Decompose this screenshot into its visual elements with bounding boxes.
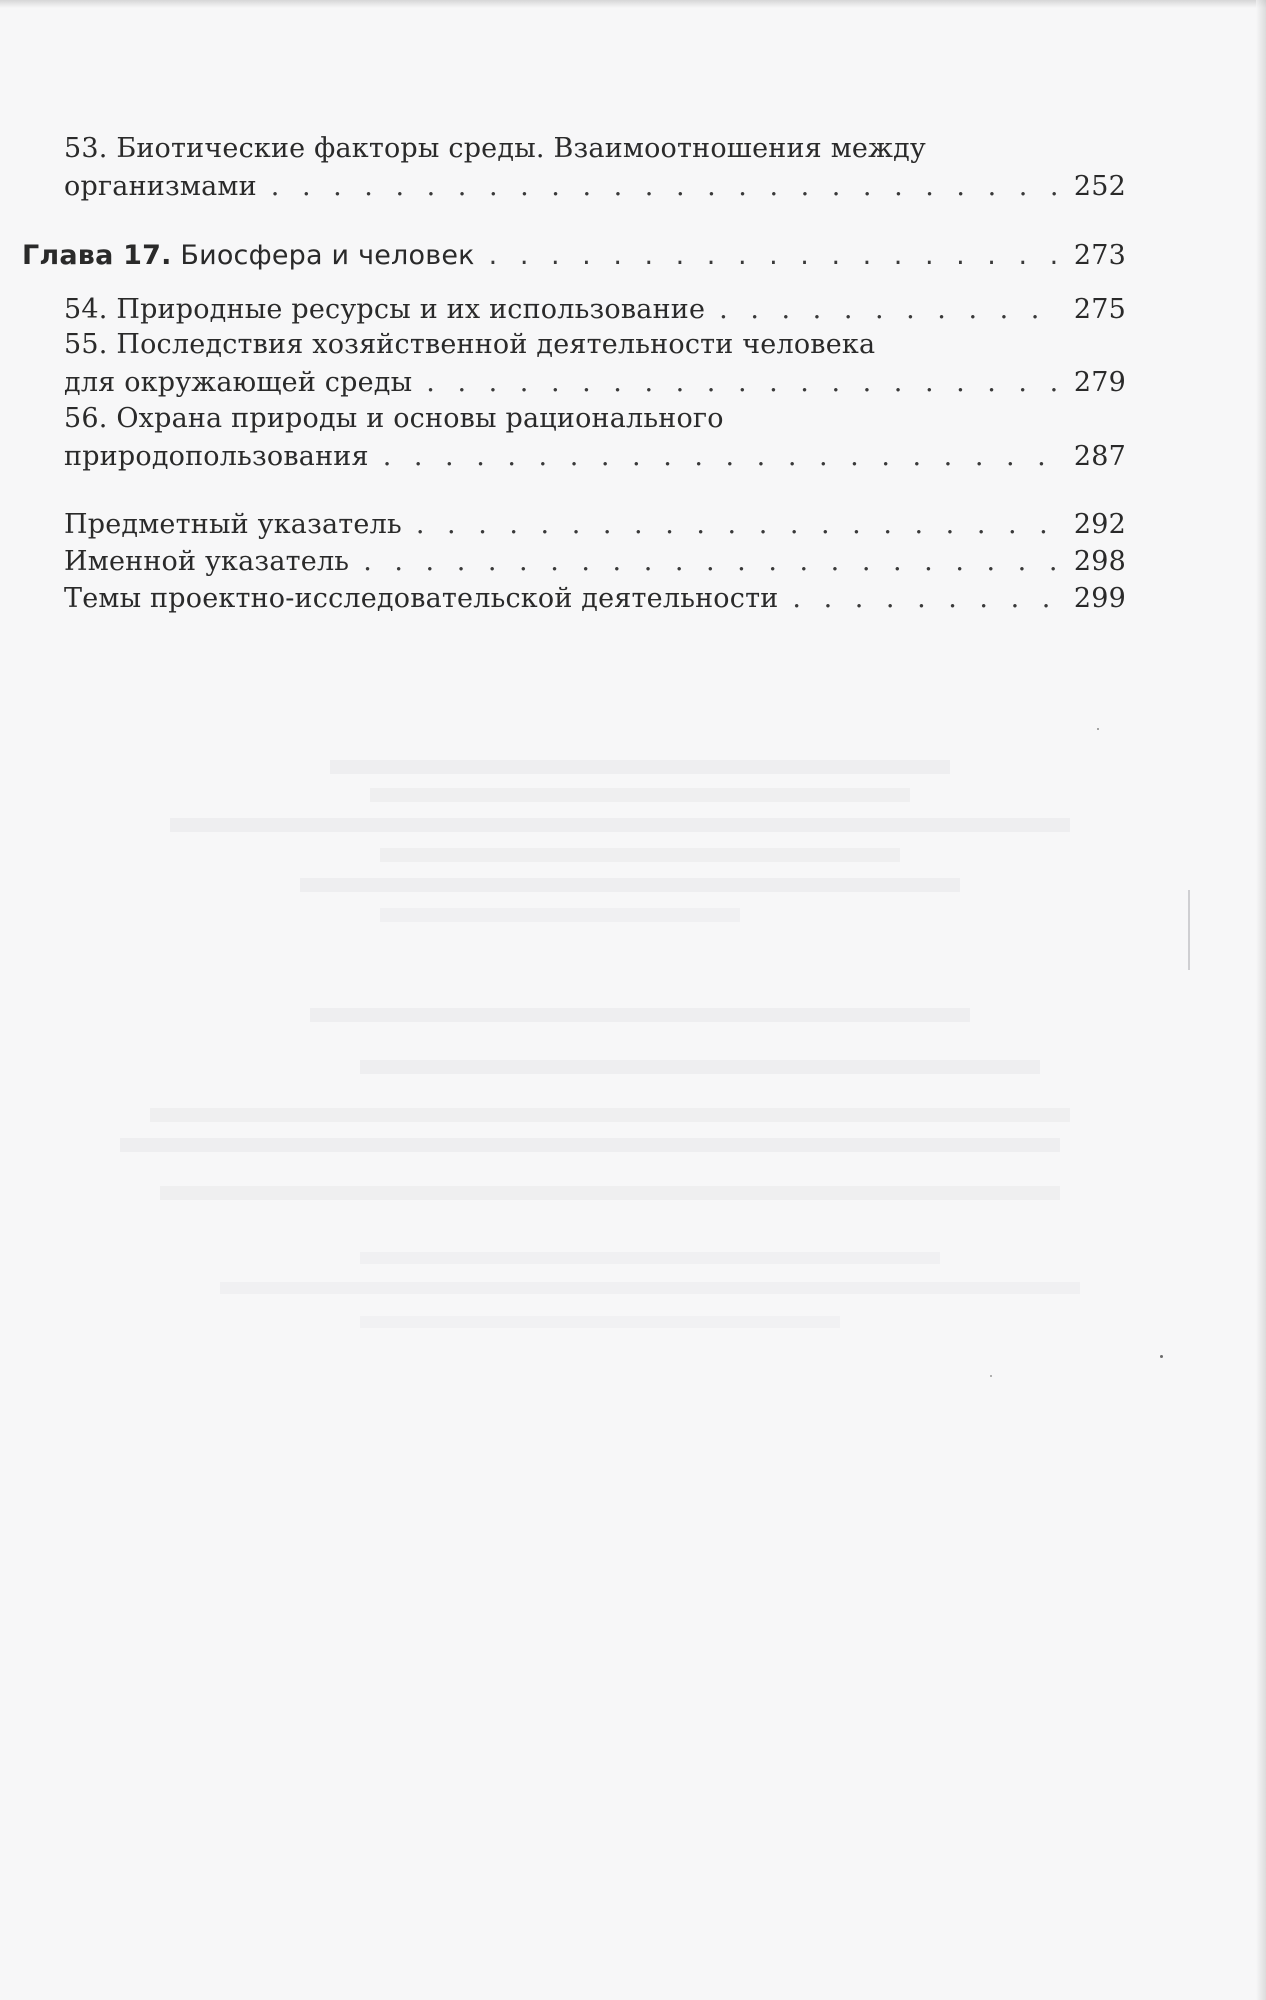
toc-entry-title-cont: природопользования xyxy=(64,441,369,472)
toc-leader-dots xyxy=(426,364,1058,402)
toc-page-number: 287 xyxy=(1073,441,1126,472)
chapter-title: Биосфера и человек xyxy=(180,240,475,271)
toc-entry-title: 54. Природные ресурсы и их использование xyxy=(64,294,706,325)
toc-name-index xyxy=(64,543,1126,581)
toc-chapter-17 xyxy=(22,237,1126,275)
toc-project-topics xyxy=(64,580,1126,618)
toc-entry-title: 55. Последствия хозяйственной деятельности человека xyxy=(64,329,876,360)
toc-entry-55 xyxy=(64,326,1126,402)
toc-subject-index xyxy=(64,506,1126,544)
toc-leader-dots xyxy=(271,168,1058,206)
toc-page-number: 275 xyxy=(1073,294,1126,325)
toc-leader-dots xyxy=(383,438,1058,476)
toc-page-number: 299 xyxy=(1073,583,1126,614)
toc-page-number: 292 xyxy=(1073,509,1126,540)
toc-entry-56 xyxy=(64,400,1126,476)
page-speck xyxy=(1160,1355,1163,1358)
page-speck xyxy=(1097,728,1099,730)
toc-leader-dots xyxy=(363,543,1058,581)
toc-leader-dots xyxy=(719,291,1058,329)
toc-page-number: 273 xyxy=(1073,240,1126,271)
toc-entry-54 xyxy=(64,291,1126,329)
toc-entry-title: Темы проектно-исследовательской деятельности xyxy=(64,583,779,614)
page-speck xyxy=(990,1375,992,1377)
toc-leader-dots xyxy=(792,580,1058,618)
toc-entry-title: 53. Биотические факторы среды. Взаимоотношения между xyxy=(64,133,927,164)
toc-entry-title: Предметный указатель xyxy=(64,509,402,540)
toc-entry-title: Именной указатель xyxy=(64,546,350,577)
toc-page-number: 279 xyxy=(1073,367,1126,398)
toc-leader-dots xyxy=(489,237,1058,275)
toc-entry-title-cont: для окружающей среды xyxy=(64,367,413,398)
page-edge-shadow xyxy=(0,0,1266,8)
toc-entry-title-cont: организмами xyxy=(64,171,257,202)
chapter-label: Глава 17. xyxy=(22,240,172,271)
toc-page-number: 252 xyxy=(1073,171,1126,202)
page-edge-shadow-right xyxy=(1256,0,1266,2000)
toc-page-number: 298 xyxy=(1073,546,1126,577)
toc-entry-title: 56. Охрана природы и основы рационального xyxy=(64,403,724,434)
toc-entry-53 xyxy=(64,130,1126,206)
page-mark xyxy=(1188,890,1190,970)
toc-leader-dots xyxy=(416,506,1058,544)
